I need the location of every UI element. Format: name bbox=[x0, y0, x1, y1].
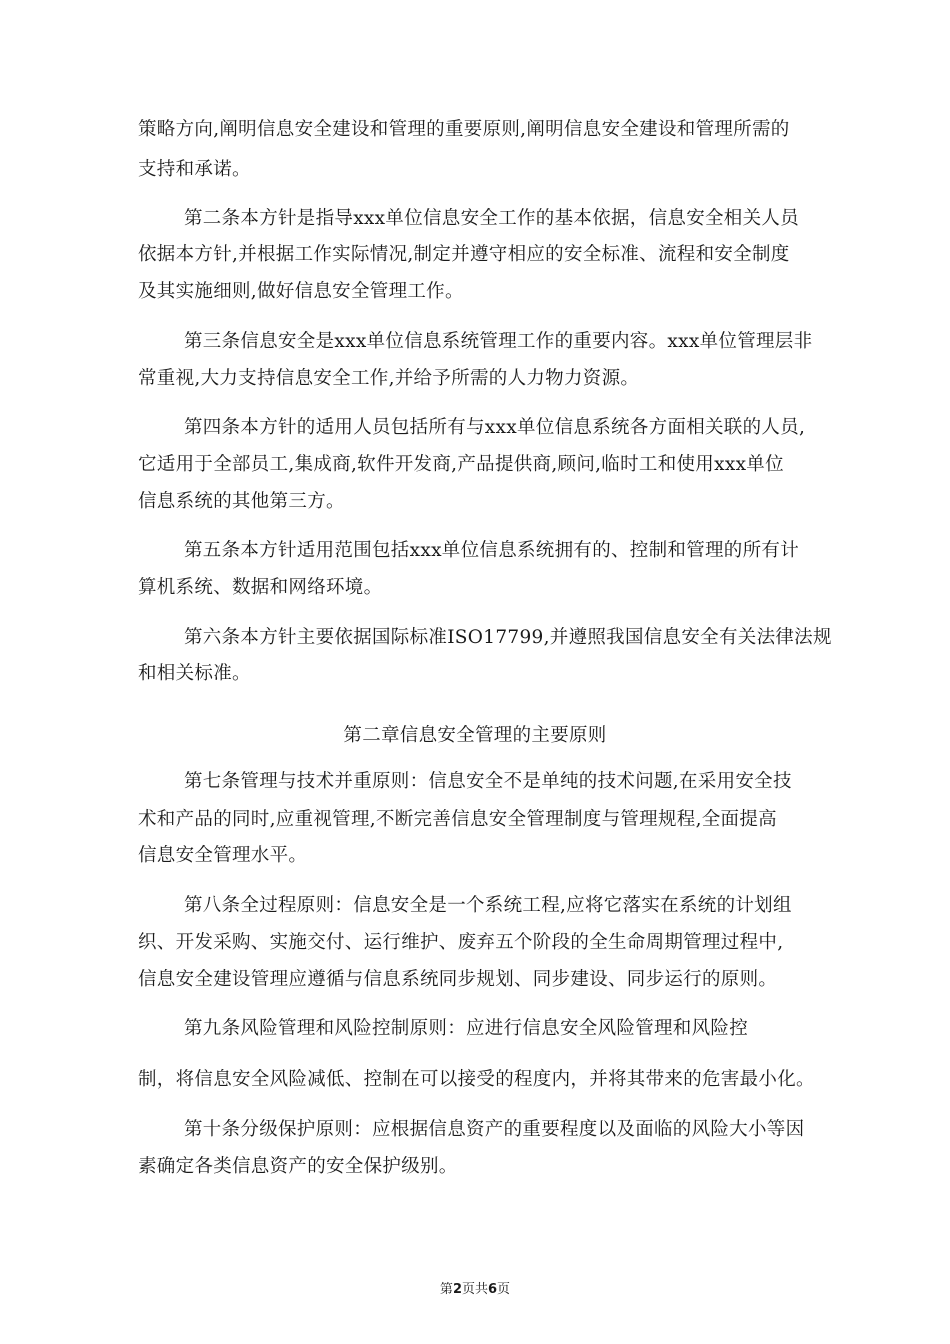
page-number: 2 bbox=[452, 1282, 462, 1297]
paragraph-line: 第二条本方针是指导xxx单位信息安全工作的基本依据，信息安全相关人员 bbox=[184, 208, 800, 229]
paragraph-line: 素确定各类信息资产的安全保护级别。 bbox=[138, 1156, 458, 1177]
paragraph-line: 制，将信息安全风险减低、控制在可以接受的程度内，并将其带来的危害最小化。 bbox=[138, 1069, 815, 1090]
paragraph-line: 及其实施细则,做好信息安全管理工作。 bbox=[138, 281, 464, 302]
paragraph-line: 第七条管理与技术并重原则：信息安全不是单纯的技术问题,在采用安全技 bbox=[184, 771, 792, 792]
footer-middle: 页共 bbox=[461, 1282, 488, 1297]
paragraph-line: 第九条风险管理和风险控制原则：应进行信息安全风险管理和风险控 bbox=[184, 1018, 749, 1039]
footer-suffix: 页 bbox=[497, 1282, 511, 1297]
paragraph-line: 信息系统的其他第三方。 bbox=[138, 491, 345, 512]
paragraph-line: 支持和承诺。 bbox=[138, 159, 251, 180]
chapter-heading: 第二章信息安全管理的主要原则 bbox=[343, 725, 607, 746]
paragraph-line: 第三条信息安全是xxx单位信息系统管理工作的重要内容。xxx单位管理层非 bbox=[184, 331, 813, 352]
paragraph-line: 它适用于全部员工,集成商,软件开发商,产品提供商,顾问,临时工和使用xxx单位 bbox=[138, 454, 784, 475]
paragraph-line: 第四条本方针的适用人员包括所有与xxx单位信息系统各方面相关联的人员, bbox=[184, 417, 806, 438]
paragraph-line: 信息安全管理水平。 bbox=[138, 845, 308, 866]
paragraph-line: 依据本方针,并根据工作实际情况,制定并遵守相应的安全标准、流程和安全制度 bbox=[138, 244, 790, 265]
paragraph-line: 算机系统、数据和网络环境。 bbox=[138, 577, 383, 598]
footer-prefix: 第 bbox=[439, 1282, 453, 1297]
paragraph-line: 术和产品的同时,应重视管理,不断完善信息安全管理制度与管理规程,全面提高 bbox=[138, 809, 777, 830]
paragraph-line: 织、开发采购、实施交付、运行维护、废弃五个阶段的全生命周期管理过程中, bbox=[138, 932, 784, 953]
page-total: 6 bbox=[488, 1282, 498, 1297]
paragraph-line: 和相关标准。 bbox=[138, 663, 251, 684]
paragraph-line: 第十条分级保护原则：应根据信息资产的重要程度以及面临的风险大小等因 bbox=[184, 1119, 805, 1140]
paragraph-line: 常重视,大力支持信息安全工作,并给予所需的人力物力资源。 bbox=[138, 368, 640, 389]
paragraph-line: 信息安全建设管理应遵循与信息系统同步规划、同步建设、同步运行的原则。 bbox=[138, 969, 778, 990]
paragraph-line: 策略方向,阐明信息安全建设和管理的重要原则,阐明信息安全建设和管理所需的 bbox=[138, 119, 790, 140]
paragraph-line: 第六条本方针主要依据国际标准ISO17799,并遵照我国信息安全有关法律法规 bbox=[184, 627, 832, 648]
page-footer bbox=[0, 1281, 950, 1299]
paragraph-line: 第五条本方针适用范围包括xxx单位信息系统拥有的、控制和管理的所有计 bbox=[184, 540, 800, 561]
paragraph-line: 第八条全过程原则：信息安全是一个系统工程,应将它落实在系统的计划组 bbox=[184, 895, 792, 916]
